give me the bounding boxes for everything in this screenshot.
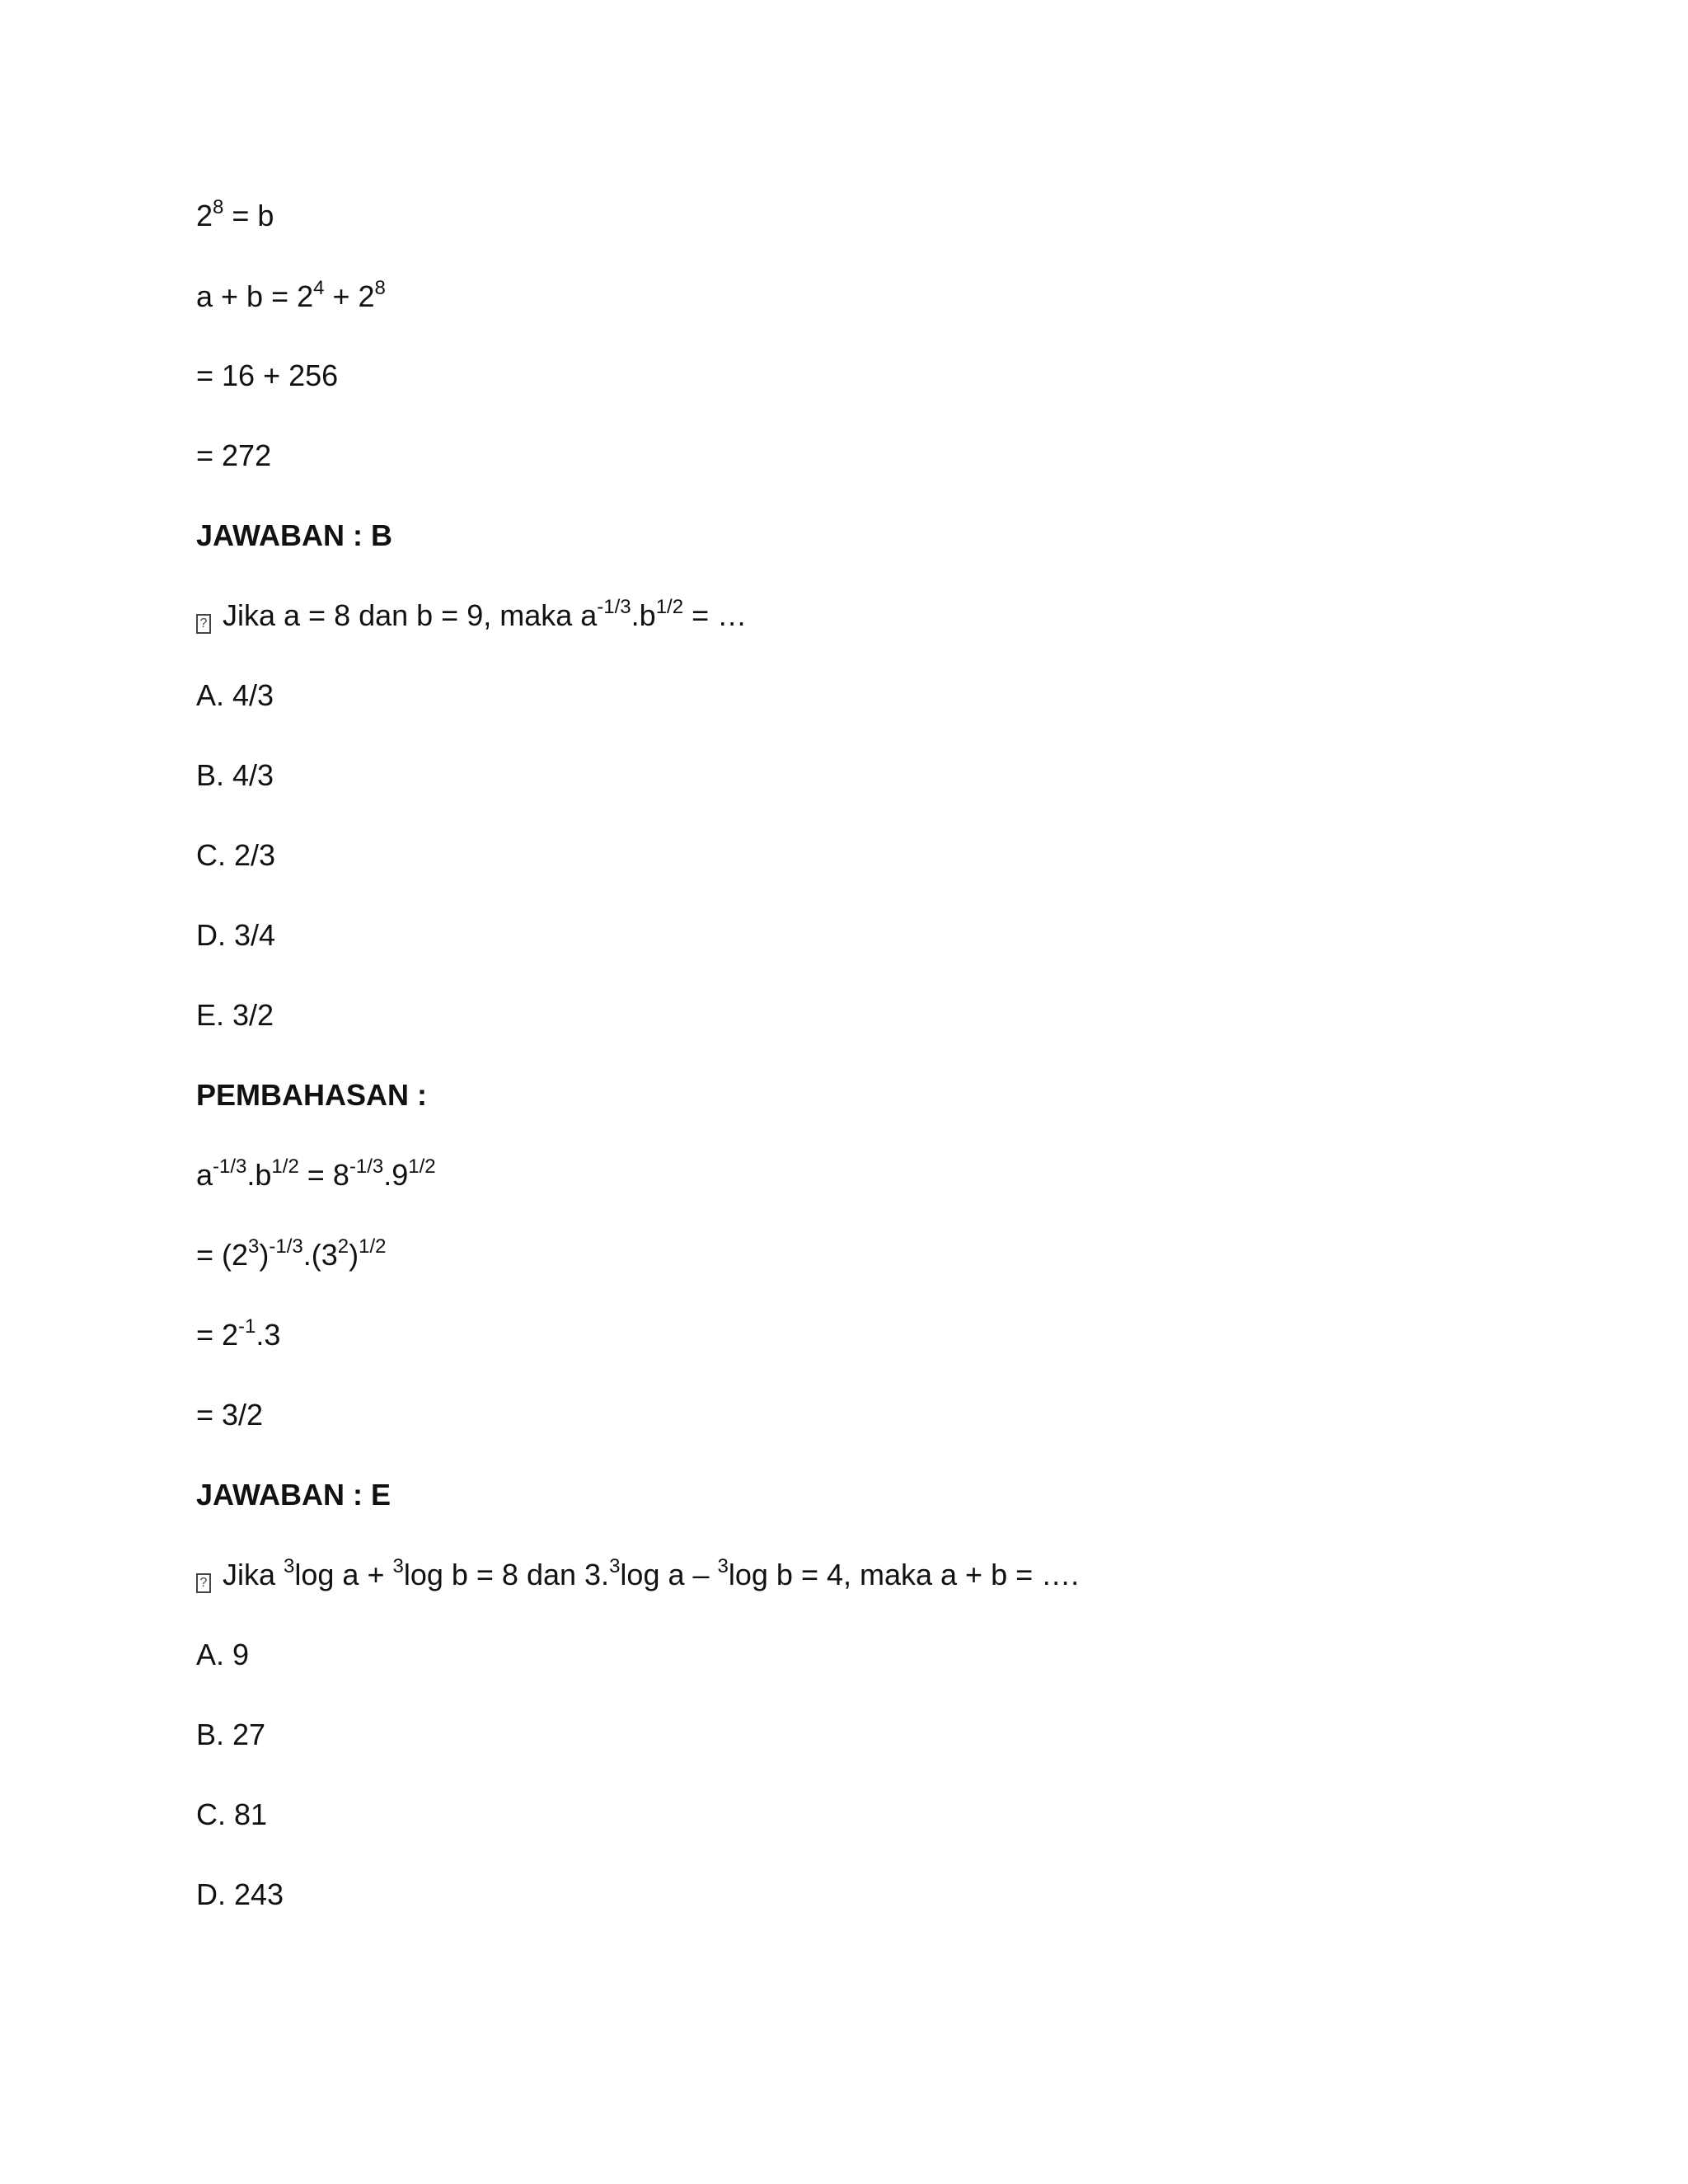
- option-a: A. 4/3: [196, 678, 274, 712]
- superscript: -1/3: [269, 1235, 303, 1258]
- option-d: D. 243: [196, 1877, 284, 1911]
- text-span: .b: [631, 598, 656, 632]
- option-b: B. 27: [196, 1718, 266, 1751]
- option-b: B. 4/3: [196, 758, 274, 792]
- equation-line: = 272: [196, 438, 272, 472]
- superscript: 8: [374, 277, 386, 299]
- text-span: 2: [196, 199, 213, 232]
- equation-line: [196, 198, 274, 234]
- equation-line: [196, 1157, 436, 1193]
- superscript: -1: [238, 1315, 256, 1338]
- superscript: 2: [337, 1235, 349, 1258]
- superscript: 4: [313, 277, 325, 299]
- superscript: 1/2: [408, 1155, 436, 1178]
- text-span: log b = 4, maka a + b = ….: [728, 1558, 1080, 1591]
- text-span: a: [196, 1158, 213, 1192]
- superscript: 3: [609, 1555, 621, 1577]
- missing-glyph-icon: ?: [196, 614, 211, 634]
- superscript: 8: [213, 196, 224, 218]
- superscript: -1/3: [597, 596, 631, 618]
- text-span: .(3: [302, 1238, 338, 1272]
- text-span: = 8: [298, 1158, 349, 1192]
- answer-label: JAWABAN : E: [196, 1478, 392, 1511]
- option-d: D. 3/4: [196, 918, 276, 952]
- text-span: .9: [383, 1158, 409, 1192]
- text-span: ): [259, 1238, 270, 1272]
- answer-label: JAWABAN : B: [196, 518, 393, 552]
- equation-line: [196, 1237, 387, 1273]
- equation-line: = 16 + 256: [196, 359, 339, 392]
- option-e: E. 3/2: [196, 998, 274, 1032]
- text-span: log b = 8 dan 3.: [403, 1558, 610, 1591]
- text-span: + 2: [324, 279, 375, 313]
- text-span: ): [349, 1238, 359, 1272]
- superscript: 1/2: [359, 1235, 387, 1258]
- superscript: -1/3: [349, 1155, 384, 1178]
- text-span: log a +: [294, 1558, 393, 1591]
- missing-glyph-icon: ?: [196, 1573, 211, 1593]
- text-span: = (2: [196, 1238, 249, 1272]
- question-stem: [196, 598, 747, 634]
- superscript: -1/3: [213, 1155, 247, 1178]
- superscript: 1/2: [655, 596, 684, 618]
- text-span: = 2: [196, 1318, 239, 1352]
- superscript: 1/2: [271, 1155, 299, 1178]
- text-span: = b: [223, 199, 274, 232]
- equation-line: = 3/2: [196, 1398, 264, 1432]
- option-c: C. 81: [196, 1797, 268, 1831]
- text-span: .b: [246, 1158, 272, 1192]
- superscript: 3: [392, 1555, 404, 1577]
- discussion-heading: PEMBAHASAN :: [196, 1078, 428, 1112]
- text-span: log a –: [620, 1558, 718, 1591]
- superscript: 3: [248, 1235, 260, 1258]
- text-span: Jika: [223, 1558, 284, 1591]
- superscript: 3: [717, 1555, 729, 1577]
- superscript: 3: [284, 1555, 295, 1577]
- text-span: .3: [256, 1318, 281, 1352]
- option-c: C. 2/3: [196, 838, 276, 872]
- equation-line: [196, 279, 386, 315]
- question-stem: [196, 1557, 1079, 1593]
- option-a: A. 9: [196, 1638, 250, 1671]
- text-span: Jika a = 8 dan b = 9, maka a: [223, 598, 598, 632]
- text-span: = …: [683, 598, 748, 632]
- text-span: a + b = 2: [196, 279, 314, 313]
- equation-line: [196, 1317, 280, 1353]
